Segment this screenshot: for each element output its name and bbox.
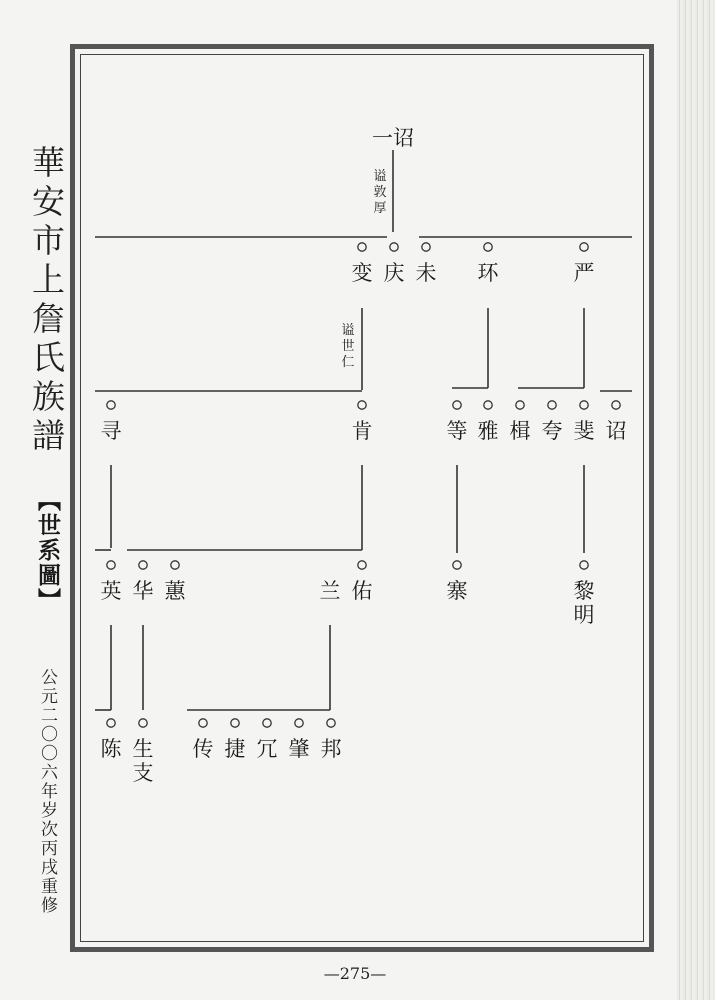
person-name: 寻 <box>100 419 122 443</box>
person-name: 冗 <box>256 737 278 761</box>
person-name: 庆 <box>383 261 405 285</box>
node-marker <box>422 243 430 251</box>
node-marker <box>580 243 588 251</box>
generation-5 <box>101 719 342 785</box>
person-name: 肇 <box>288 737 310 761</box>
person-name: 寨 <box>446 579 468 603</box>
node-marker <box>484 401 492 409</box>
node-marker <box>295 719 303 727</box>
node-marker <box>171 561 179 569</box>
page-number: —275— <box>323 964 387 983</box>
person-name: 诏 <box>605 419 627 443</box>
person-name: 佑 <box>351 579 373 603</box>
node-marker <box>231 719 239 727</box>
node-marker <box>612 401 620 409</box>
section-label: 【世系圖】 <box>34 488 61 613</box>
person-name: 陈 <box>100 737 122 761</box>
person-name: 黎 <box>573 579 595 603</box>
person-name: 严 <box>573 261 595 285</box>
posthumous-title-char: 世 <box>341 339 355 354</box>
node-marker <box>358 561 366 569</box>
node-marker <box>453 401 461 409</box>
node-marker <box>390 243 398 251</box>
person-name: 华 <box>132 579 154 603</box>
person-name: 支 <box>132 761 154 785</box>
posthumous-title-char: 厚 <box>373 201 387 216</box>
posthumous-title-char: 谥 <box>341 323 355 338</box>
person-name: 雅 <box>477 419 499 443</box>
node-marker <box>358 401 366 409</box>
person-name: 传 <box>192 737 214 761</box>
person-name: 未 <box>415 261 437 285</box>
person-name: 斐 <box>573 419 595 443</box>
node-marker <box>107 401 115 409</box>
person-name: 兰 <box>319 579 341 603</box>
node-marker <box>580 561 588 569</box>
node-marker <box>516 401 524 409</box>
node-marker <box>548 401 556 409</box>
book-title: 華安市上詹氏族譜 <box>27 145 66 457</box>
person-name: 夸 <box>541 419 563 443</box>
edition-note: 公元二〇〇六年岁次丙戌重修 <box>37 668 57 915</box>
person-name: 楫 <box>509 419 531 443</box>
node-marker <box>139 719 147 727</box>
person-name: 捷 <box>224 737 246 761</box>
person-name: 生 <box>132 737 154 761</box>
person-name: 明 <box>573 603 595 627</box>
node-marker <box>453 561 461 569</box>
node-marker <box>358 243 366 251</box>
person-name: 邦 <box>320 737 342 761</box>
posthumous-title-char: 敦 <box>373 185 387 200</box>
generation-2 <box>352 243 595 285</box>
node-marker <box>139 561 147 569</box>
person-name: 肯 <box>351 419 373 443</box>
person-name: 英 <box>100 579 122 603</box>
person-name: 变 <box>351 261 373 285</box>
person-name: 环 <box>477 261 499 285</box>
node-marker <box>580 401 588 409</box>
person-name: 一诏 <box>372 126 414 150</box>
generation-4 <box>101 561 595 627</box>
node-marker <box>199 719 207 727</box>
posthumous-title-char: 仁 <box>341 355 355 370</box>
node-marker <box>484 243 492 251</box>
person-name: 蕙 <box>164 579 186 603</box>
node-marker <box>263 719 271 727</box>
person-name: 等 <box>446 419 468 443</box>
node-marker <box>107 561 115 569</box>
generation-3 <box>101 401 627 443</box>
posthumous-title-char: 谥 <box>373 169 387 184</box>
node-marker <box>107 719 115 727</box>
node-marker <box>327 719 335 727</box>
